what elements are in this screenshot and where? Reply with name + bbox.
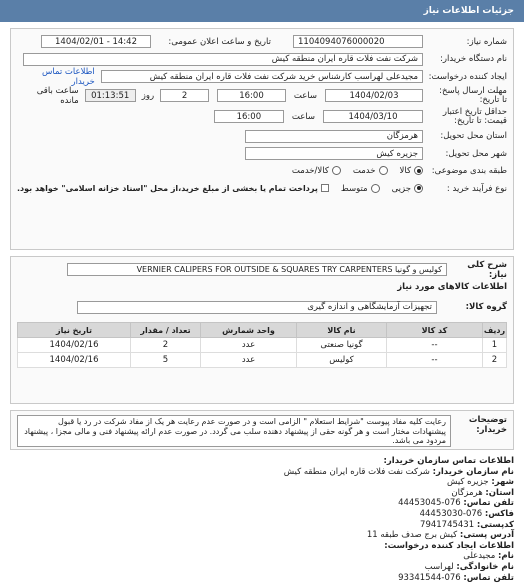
buyer-field: شرکت نفت فلات قاره ایران منطقه کیش <box>23 53 423 66</box>
contact-line <box>10 562 514 573</box>
cell-qty: 5 <box>131 353 201 368</box>
contact-value: 7941745431 <box>420 519 475 530</box>
contact-value: 076-44453030 <box>419 508 483 519</box>
reply-time-label: ساعت <box>293 90 317 101</box>
contact-line <box>10 541 514 552</box>
contact-value: کیش برج صدف طبقه 11 <box>366 530 458 541</box>
price-time-field: 16:00 <box>214 110 284 123</box>
cell-code: -- <box>387 353 483 368</box>
contact-value: مجیدعلی <box>463 551 496 562</box>
price-validity-label <box>423 108 507 126</box>
cell-qty: 2 <box>131 338 201 353</box>
province-field: هرمزگان <box>245 130 423 143</box>
contact-line <box>10 509 514 520</box>
contact-line <box>10 498 514 509</box>
reply-date-field: 1404/02/03 <box>325 89 423 102</box>
reply-deadline-text: مهلت ارسال پاسخ: <box>439 85 507 96</box>
contact-key: آدرس پستی: <box>459 530 514 541</box>
buyer-label: نام دستگاه خریدار: <box>440 54 507 65</box>
radio-icon <box>379 166 388 175</box>
price-validity-text2: قیمت: تا تاریخ: <box>454 115 507 126</box>
goods-panel <box>10 256 514 404</box>
reply-date-label: تا تاریخ: <box>479 94 507 105</box>
cell-unit: عدد <box>201 338 297 353</box>
creator-field: مجیدعلی لهراسب کارشناس خرید شرکت نفت فلات قاره ایران منطقه کیش <box>101 70 423 83</box>
contact-line <box>10 551 514 562</box>
city-field: جزیره کیش <box>245 147 423 160</box>
summary-label: شرح کلی نیاز: <box>467 259 507 280</box>
process-option-minor[interactable] <box>392 184 423 194</box>
contact-line <box>10 467 514 478</box>
contact-value: 076-93341544 <box>398 572 461 583</box>
checkbox-icon <box>321 184 329 192</box>
announce-field: 1404/02/01 - 14:42 <box>41 35 151 48</box>
contact-line <box>10 520 514 531</box>
contact-title: اطلاعات تماس سازمان خریدار: <box>383 456 514 466</box>
cell-row: 1 <box>483 338 507 353</box>
category-option-service[interactable] <box>353 166 388 176</box>
table-row[interactable] <box>18 338 507 353</box>
contact-value: هرمزگان <box>451 487 483 498</box>
col-row: ردیف <box>483 323 507 338</box>
contact-value: لهراسب <box>424 561 454 572</box>
cell-name: گونیا صنعتی <box>297 338 387 353</box>
contact-line <box>10 573 514 583</box>
reply-deadline-label <box>423 87 507 105</box>
payment-note: پرداخت تمام یا بخشی از مبلغ خرید،از محل "اسناد خزانه اسلامی" خواهد بود. <box>17 184 318 194</box>
contact-key: فاکس: <box>484 508 514 519</box>
process-medium-label: متوسط <box>340 183 368 194</box>
col-code: کد کالا <box>387 323 483 338</box>
notes-panel <box>10 410 514 450</box>
page-title: جزئیات اطلاعات نیاز <box>423 6 514 16</box>
contact-key: تلفن تماس: <box>463 498 514 509</box>
need-details-panel <box>10 28 514 250</box>
summary-field: کولیس و گونیا VERNIER CALIPERS FOR OUTSIDE & SQUARES TRY CARPENTERS <box>67 263 447 276</box>
contact-key: استان: <box>485 487 514 498</box>
contact-key: نام خانوادگی: <box>456 561 514 572</box>
contact-key: اطلاعات ایجاد کننده درخواست: <box>384 540 514 551</box>
goods-title: اطلاعات کالاهای مورد نیاز <box>397 282 507 293</box>
need-number-field: 1104094076000020 <box>293 35 423 48</box>
contact-value: شرکت نفت فلات قاره ایران منطقه کیش <box>283 466 430 477</box>
process-minor-label: جزیی <box>391 183 411 194</box>
category-option-both[interactable] <box>292 166 341 176</box>
notes-label <box>451 415 507 445</box>
cell-date: 1404/02/16 <box>18 338 131 353</box>
group-field: تجهیزات آزمایشگاهی و اندازه گیری <box>77 301 437 314</box>
contact-line <box>10 488 514 499</box>
page-header <box>0 0 524 22</box>
need-number-label: شماره نیاز: <box>466 36 507 47</box>
remaining-label: ساعت باقی مانده <box>36 85 79 106</box>
radio-selected-icon <box>414 166 423 175</box>
remaining-time-field: 01:13:51 <box>85 89 136 102</box>
city-label: شهر محل تحویل: <box>445 148 507 159</box>
process-option-medium[interactable] <box>341 184 380 194</box>
col-name: نام کالا <box>297 323 387 338</box>
table-header-row <box>18 323 507 338</box>
notes-label-text2: خریدار: <box>476 425 507 435</box>
cell-unit: عدد <box>201 353 297 368</box>
days-field: 2 <box>160 89 209 102</box>
cell-date: 1404/02/16 <box>18 353 131 368</box>
process-label: نوع فرآیند خرید : <box>446 183 507 194</box>
price-validity-text: حداقل تاریخ اعتبار <box>442 106 507 117</box>
reply-time-field: 16:00 <box>217 89 286 102</box>
goods-table <box>17 322 507 368</box>
contact-key: نام: <box>497 551 514 562</box>
notes-label-text: توضیحات <box>468 415 507 425</box>
col-qty: تعداد / مقدار <box>131 323 201 338</box>
cell-name: کولیس <box>297 353 387 368</box>
announce-label: تاریخ و ساعت اعلان عمومی: <box>168 36 271 47</box>
buyer-contact-section <box>10 456 514 583</box>
category-goods-label: کالا <box>399 166 411 177</box>
price-time-label: ساعت <box>291 111 315 122</box>
contact-key: تلفن تماس: <box>463 572 514 583</box>
notes-field: رعایت کلیه مفاد پیوست "شرایط استعلام " الزامی است و در صورت عدم رعایت هر یک از مفاد شرکت در رد یا قبول پیشنهادات مختار است و هر گونه حقی از پیشنهاد دهنده سلب می گردد. در صورت عدم ارائه پیشنهاد فنی و مالی مجزا ، پیشنهاد مردود می باشد. <box>17 415 451 447</box>
contact-line <box>10 477 514 488</box>
group-label: گروه کالا: <box>465 302 507 312</box>
col-date: تاریخ نیاز <box>18 323 131 338</box>
contact-key: شهر: <box>491 477 514 488</box>
treasury-checkbox[interactable] <box>318 184 329 194</box>
category-both-label: کالا/خدمت <box>291 166 329 177</box>
buyer-contact-link[interactable]: اطلاعات تماس خریدار <box>41 66 95 87</box>
day-label: روز <box>141 90 155 101</box>
contact-key: نام سازمان خریدار: <box>432 466 514 477</box>
contact-value: 076-44453045 <box>398 498 461 509</box>
creator-label: ایجاد کننده درخواست: <box>428 71 507 82</box>
contact-value: جزیره کیش <box>447 477 489 488</box>
radio-selected-icon <box>414 184 423 193</box>
price-date-field: 1404/03/10 <box>323 110 423 123</box>
radio-icon <box>371 184 380 193</box>
col-unit: واحد شمارش <box>201 323 297 338</box>
category-service-label: خدمت <box>352 166 376 177</box>
contact-key: کدپستی: <box>476 519 514 530</box>
table-row[interactable] <box>18 353 507 368</box>
radio-icon <box>332 166 341 175</box>
category-label: طبقه بندی موضوعی: <box>431 166 507 177</box>
province-label: استان محل تحویل: <box>440 131 507 142</box>
contact-line <box>10 530 514 541</box>
cell-row: 2 <box>483 353 507 368</box>
category-option-goods[interactable] <box>400 166 423 176</box>
cell-code: -- <box>387 338 483 353</box>
